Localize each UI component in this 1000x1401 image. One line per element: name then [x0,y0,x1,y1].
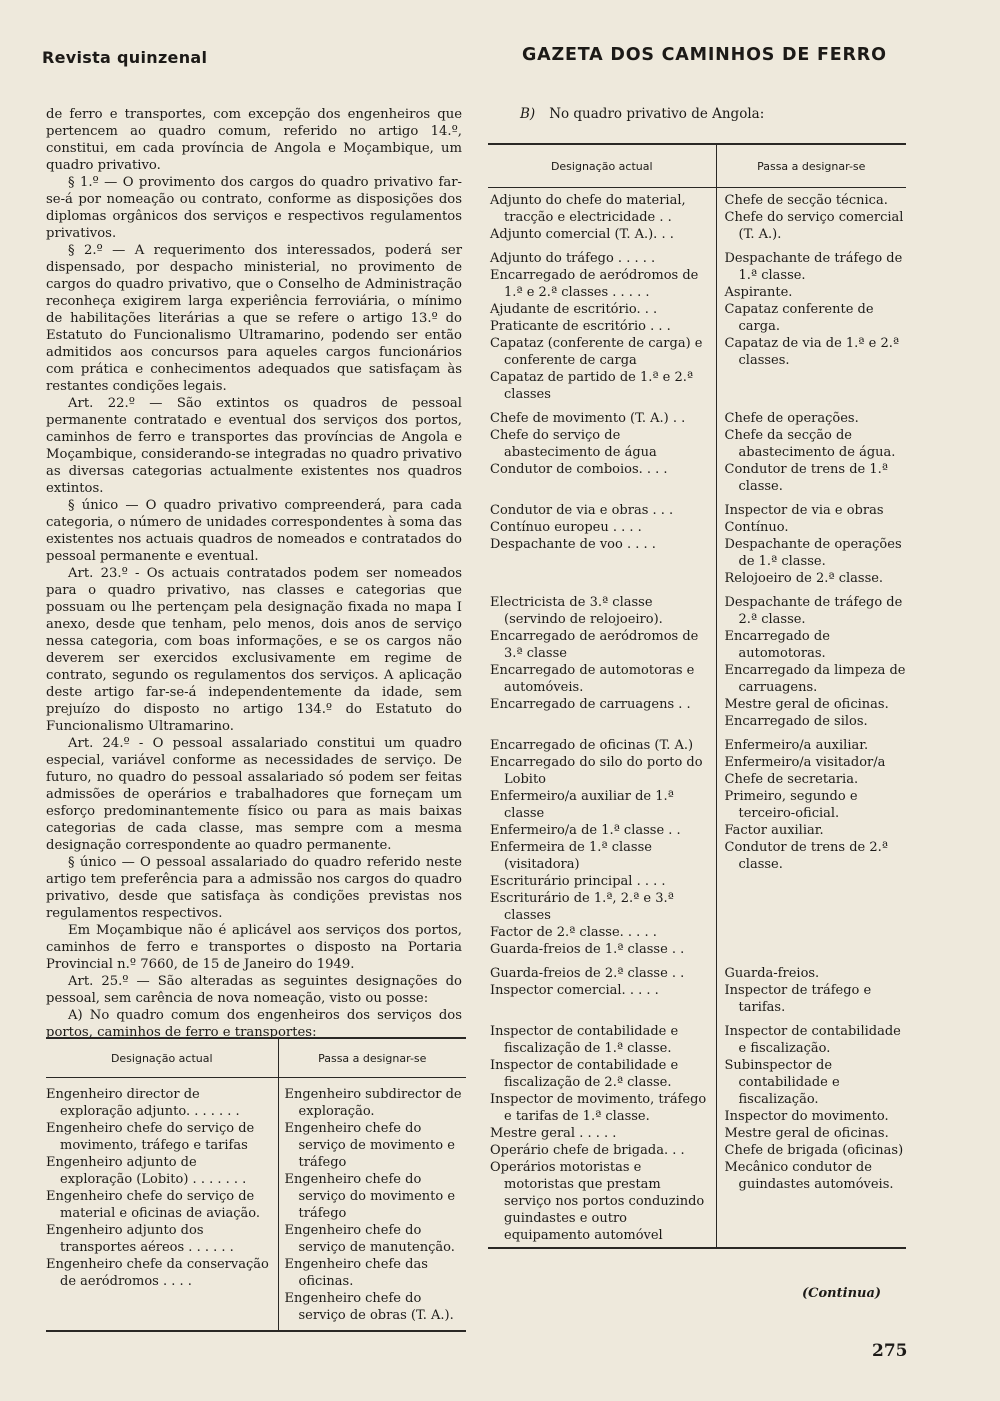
table-b-right-cell [716,246,906,406]
table-entry: Inspector do movimento. [724,1109,889,1124]
section-b-title [520,106,764,123]
table-a-header-left: Designação actual [46,1038,278,1078]
table-entry: Enfermeiro/a auxiliar de 1.ª classe [490,789,674,821]
table-entry: Engenheiro director de exploração adjunto. . . . . . . [46,1087,240,1119]
table-entry: Chefe do serviço comercial (T. A.). [724,210,904,242]
table-row [488,406,906,498]
table-b-left-cell [488,498,716,590]
table-entry: Factor de 2.ª classe. . . . . [490,925,657,940]
paragraph: Art. 25.º — São alteradas as seguintes designações do pessoal, sem carência de nova nomeação, visto ou posse: [46,974,462,1006]
table-b-right-cell [716,188,906,247]
table-entry: Inspector de tráfego e tarifas. [724,983,872,1015]
table-entry: Encarregado do silo do porto do Lobito [490,755,703,787]
table-entry: Inspector de contabilidade e fiscalização de 2.ª classe. [490,1058,679,1090]
table-entry: Subinspector de contabilidade e fiscalização. [724,1058,840,1107]
table-entry: Condutor de via e obras . . . [490,503,674,518]
table-entry: Enfermeiro/a auxiliar. [724,738,869,753]
table-a [46,1037,466,1332]
table-entry: Enfermeiro/a de 1.ª classe . . [490,823,681,838]
table-entry: Adjunto comercial (T. A.). . . [490,227,674,242]
table-entry: Praticante de escritório . . . [490,319,671,334]
table-b-left-cell [488,246,716,406]
table-entry: Condutor de trens de 2.ª classe. [724,840,888,872]
paragraph: § único — O quadro privativo compreenderá, para cada categoria, o número de unidades correspondentes à soma das existentes nos actuais quadros de nomeados e contratados do pessoal permanente e eventual. [46,498,462,564]
header-title: GAZETA DOS CAMINHOS DE FERRO [522,45,887,65]
table-b-header-right: Passa a designar-se [716,144,906,188]
table-entry: Chefe da secção de abastecimento de água. [724,428,896,460]
table-entry: Aspirante. [724,285,793,300]
table-entry: Enfermeira de 1.ª classe (visitadora) [490,840,652,872]
table-entry: Mestre geral . . . . . [490,1126,617,1141]
left-column-text [46,106,462,1041]
table-entry: Encarregado de silos. [724,714,868,729]
table-entry: Despachante de tráfego de 1.ª classe. [724,251,903,283]
table-entry: Inspector de contabilidade e fiscalização. [724,1024,901,1056]
table-a-left-cell [46,1078,278,1332]
table-b [488,143,906,1249]
table-entry: Capataz de partido de 1.ª e 2.ª classes [490,370,694,402]
header-left: Revista quinzenal [42,48,208,67]
table-entry: Capataz de via de 1.ª e 2.ª classes. [724,336,900,368]
table-b-header-left: Designação actual [488,144,716,188]
table-entry: Mestre geral de oficinas. [724,1126,889,1141]
table-row [488,590,906,733]
table-entry: Guarda-freios. [724,966,820,981]
table-entry: Encarregado da limpeza de carruagens. [724,663,906,695]
page-number: 275 [872,1341,908,1361]
table-entry: Condutor de comboios. . . . [490,462,668,477]
table-entry: Chefe de secção técnica. [724,193,888,208]
table-b-left-cell [488,406,716,498]
table-entry: Escriturário principal . . . . [490,874,666,889]
paragraph: de ferro e transportes, com excepção dos engenheiros que pertencem ao quadro comum, referido no artigo 14.º, constitui, em cada província de Angola e Moçambique, um quadro privativo. [46,107,462,173]
table-entry: Mestre geral de oficinas. [724,697,889,712]
table-entry: Encarregado de oficinas (T. A.) [490,738,694,753]
table-b-right-cell [716,590,906,733]
table-row [488,961,906,1019]
table-row [488,188,906,247]
table-entry: Despachante de tráfego de 2.ª classe. [724,595,903,627]
table-entry: Capataz conferente de carga. [724,302,874,334]
table-entry: Operários motoristas e motoristas que prestam serviço nos portos conduzindo guindastes e outro equipamento automóvel [490,1160,705,1243]
table-entry: Inspector de via e obras [724,503,884,518]
table-entry: Adjunto do tráfego . . . . . [490,251,656,266]
paragraph: Art. 24.º - O pessoal assalariado constitui um quadro especial, variável conforme as necessidades de serviço. De futuro, no quadro do pessoal assalariado só podem ser feitas admissões de operários e trabalhadores que forneçam um esforço predominantemente físico ou para as mais baixas categorias de cada classe, mas sempre com a mesma designação correspondente ao quadro permanente. [46,736,462,853]
table-entry: Capataz (conferente de carga) e conferente de carga [490,336,703,368]
table-entry: Encarregado de automotoras e automóveis. [490,663,695,695]
table-entry: Mecânico condutor de guindastes automóveis. [724,1160,894,1192]
table-entry: Engenheiro adjunto de exploração (Lobito) . . . . . . . [46,1155,247,1187]
table-entry: Engenheiro chefe do serviço de movimento, tráfego e tarifas [46,1121,255,1153]
paragraph: § 2.º — A requerimento dos interessados, poderá ser dispensado, por despacho ministerial, no provimento de cargos do quadro privativo, que o Conselho de Administração reconheça exigirem larga experiência ferroviária, o mínimo de habilitações literárias a que se refere o artigo 13.º do Estatuto do Funcionalismo Ultramarino, podendo ser então admitidos aos concursos para aqueles cargos funcionários com prática e conhecimentos adequados que satisfaçam às restantes condições legais. [46,243,462,394]
section-b-text: No quadro privativo de Angola: [549,106,765,122]
table-entry: Engenheiro chefe do serviço de movimento e tráfego [284,1121,455,1170]
table-row [488,246,906,406]
table-entry: Condutor de trens de 1.ª classe. [724,462,888,494]
table-entry: Despachante de voo . . . . [490,537,656,552]
table-a-header-right: Passa a designar-se [278,1038,466,1078]
table-b-right-cell [716,733,906,961]
table-entry: Enfermeiro/a visitador/a [724,755,886,770]
table-entry: Engenheiro chefe do serviço do movimento e tráfego [284,1172,456,1221]
table-entry: Guarda-freios de 1.ª classe . . [490,942,685,957]
table-entry: Contínuo. [724,520,789,535]
table-row [488,498,906,590]
table-entry: Encarregado de aeródromos de 3.ª classe [490,629,699,661]
table-entry: Escriturário de 1.ª, 2.ª e 3.ª classes [490,891,674,923]
table-entry: Chefe de brigada (oficinas) [724,1143,904,1158]
table-entry: Relojoeiro de 2.ª classe. [724,571,884,586]
table-entry: Engenheiro adjunto dos transportes aéreos . . . . . . [46,1223,234,1255]
table-entry: Inspector de movimento, tráfego e tarifas de 1.ª classe. [490,1092,707,1124]
table-entry: Factor auxiliar. [724,823,824,838]
table-b-left-cell [488,961,716,1019]
paragraph: A) No quadro comum dos engenheiros dos serviços dos portos, caminhos de ferro e transportes: [46,1008,462,1040]
table-entry: Engenheiro subdirector de exploração. [284,1087,462,1119]
table-entry: Encarregado de automotoras. [724,629,830,661]
section-b-label: B) [520,106,536,122]
table-entry: Engenheiro chefe da conservação de aeródromos . . . . [46,1257,269,1289]
table-row [488,1019,906,1248]
table-entry: Operário chefe de brigada. . . [490,1143,685,1158]
paragraph: Em Moçambique não é aplicável aos serviços dos portos, caminhos de ferro e transportes o disposto na Portaria Provincial n.º 7660, de 15 de Janeiro do 1949. [46,923,462,972]
table-b-left-cell [488,188,716,247]
table-entry: Chefe de operações. [724,411,859,426]
table-entry: Contínuo europeu . . . . [490,520,642,535]
table-entry: Engenheiro chefe das oficinas. [284,1257,428,1289]
continua-note: (Continua) [802,1286,882,1301]
table-entry: Encarregado de aeródromos de 1.ª e 2.ª classes . . . . . [490,268,699,300]
table-entry: Encarregado de carruagens . . [490,697,691,712]
table-entry: Chefe de secretaria. [724,772,859,787]
table-row [488,733,906,961]
table-b-left-cell [488,1019,716,1248]
table-entry: Despachante de operações de 1.ª classe. [724,537,902,569]
table-b-right-cell [716,961,906,1019]
table-b-left-cell [488,733,716,961]
table-entry: Ajudante de escritório. . . [490,302,658,317]
table-entry: Chefe do serviço de abastecimento de água [490,428,657,460]
table-b-right-cell [716,1019,906,1248]
table-entry: Engenheiro chefe do serviço de manutenção. [284,1223,455,1255]
paragraph: Art. 23.º - Os actuais contratados podem ser nomeados para o quadro privativo, nas classes e categorias que possuam ou lhe pertençam pela designação fixada no mapa I anexo, desde que tenham, pelo menos, dois anos de serviço nessa categoria, com boas informações, e se os cargos não deverem ser exercidos exclusivamente em regime de contrato, segundo os regulamentos dos serviços. A aplicação deste artigo far-se-á independentemente da idade, sem prejuízo do disposto no artigo 134.º do Estatuto do Funcionalismo Ultramarino. [46,566,462,734]
table-entry: Adjunto do chefe do material, tracção e electricidade . . [490,193,686,225]
table-entry: Electricista de 3.ª classe (servindo de relojoeiro). [490,595,663,627]
table-entry: Primeiro, segundo e terceiro-oficial. [724,789,858,821]
paragraph: § único — O pessoal assalariado do quadro referido neste artigo tem preferência para a admissão nos cargos do quadro privativo, desde que satisfaça às condições previstas nos regulamentos respectivos. [46,855,462,921]
table-b-left-cell [488,590,716,733]
table-entry: Inspector de contabilidade e fiscalização de 1.ª classe. [490,1024,679,1056]
table-entry: Guarda-freios de 2.ª classe . . [490,966,685,981]
paragraph: Art. 22.º — São extintos os quadros de pessoal permanente contratado e eventual dos serviços dos portos, caminhos de ferro e transportes das províncias de Angola e Moçambique, considerando-se integradas no quadro privativo as diversas categorias actualmente existentes nos quadros extintos. [46,396,462,496]
table-a-right-cell [278,1078,466,1332]
table-b-right-cell [716,498,906,590]
table-b-right-cell [716,406,906,498]
table-entry: Engenheiro chefe do serviço de obras (T. A.). [284,1291,454,1323]
table-entry: Engenheiro chefe do serviço de material e oficinas de aviação. [46,1189,261,1221]
table-entry: Inspector comercial. . . . . [490,983,659,998]
paragraph: § 1.º — O provimento dos cargos do quadro privativo far-se-á por nomeação ou contrato, conforme as disposições dos diplomas orgânicos dos serviços e respectivos regulamentos privativos. [46,175,462,241]
table-entry: Chefe de movimento (T. A.) . . [490,411,686,426]
